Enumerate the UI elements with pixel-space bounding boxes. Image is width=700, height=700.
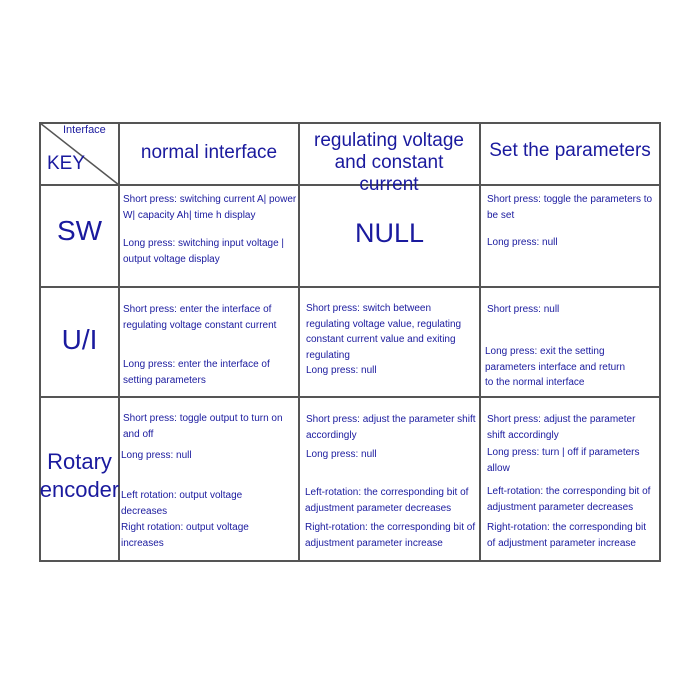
key-sw: SW <box>56 215 103 246</box>
ui-normal-short: Short press: enter the interface of regulating voltage constant current <box>123 304 277 331</box>
rotary-regulating-left: Left-rotation: the corresponding bit of adjustment parameter decreases <box>305 487 469 514</box>
rotary-regulating-right: Right-rotation: the corresponding bit of adjustment parameter increase <box>305 522 476 549</box>
sw-normal-long: Long press: switching input voltage | output voltage display <box>123 238 285 265</box>
rotary-regulating-long: Long press: null <box>306 449 377 460</box>
rotary-normal-left: Left rotation: output voltage decreases <box>121 490 243 517</box>
corner-key-label: KEY <box>47 153 86 174</box>
rotary-set-right: Right-rotation: the corresponding bit of adjustment parameter increase <box>487 522 646 549</box>
rotary-set-left: Left-rotation: the corresponding bit of adjustment parameter decreases <box>487 486 651 513</box>
table-divider <box>39 286 661 288</box>
rotary-set-long: Long press: turn | off if parameters allow <box>487 447 640 474</box>
table-divider <box>298 122 300 562</box>
header-normal-interface: normal interface <box>140 142 278 163</box>
rotary-normal-short: Short press: toggle output to turn on and off <box>123 413 283 440</box>
sw-set-long: Long press: null <box>487 237 558 248</box>
table-divider <box>39 396 661 398</box>
ui-set-long: Long press: exit the setting parameters interface and return to the normal interface <box>485 346 626 388</box>
key-ui: U/I <box>61 324 98 355</box>
table-divider <box>479 122 481 562</box>
sw-normal-short: Short press: switching current A| power W| capacity Ah| time h display <box>123 194 297 221</box>
ui-regulating-short: Short press: switch between regulating voltage value, regulating constant current value and exiting regulating <box>306 303 462 361</box>
key-rotary-line1: Rotary <box>47 449 112 474</box>
ui-normal-long: Long press: enter the interface of setting parameters <box>123 359 270 386</box>
ui-set-short: Short press: null <box>487 304 560 315</box>
sw-regulating-null: NULL <box>354 218 425 248</box>
sw-set-short: Short press: toggle the parameters to be set <box>487 194 653 221</box>
ui-regulating-long: Long press: null <box>306 365 377 376</box>
header-set-parameters: Set the parameters <box>489 140 651 161</box>
rotary-regulating-short: Short press: adjust the parameter shift accordingly <box>306 414 476 441</box>
rotary-normal-long: Long press: null <box>121 450 192 461</box>
corner-interface-label: Interface <box>63 124 106 136</box>
table-border-right <box>659 122 661 562</box>
header-regulating: regulating voltage and constant current <box>314 130 464 195</box>
rotary-set-short: Short press: adjust the parameter shift accordingly <box>487 414 636 441</box>
table-border-top <box>39 122 661 124</box>
rotary-normal-right: Right rotation: output voltage increases <box>121 522 249 549</box>
key-rotary-line2: encoder <box>39 477 120 502</box>
table-border-bottom <box>39 560 661 562</box>
key-rotary-encoder <box>39 448 120 504</box>
key-function-table <box>39 122 661 562</box>
